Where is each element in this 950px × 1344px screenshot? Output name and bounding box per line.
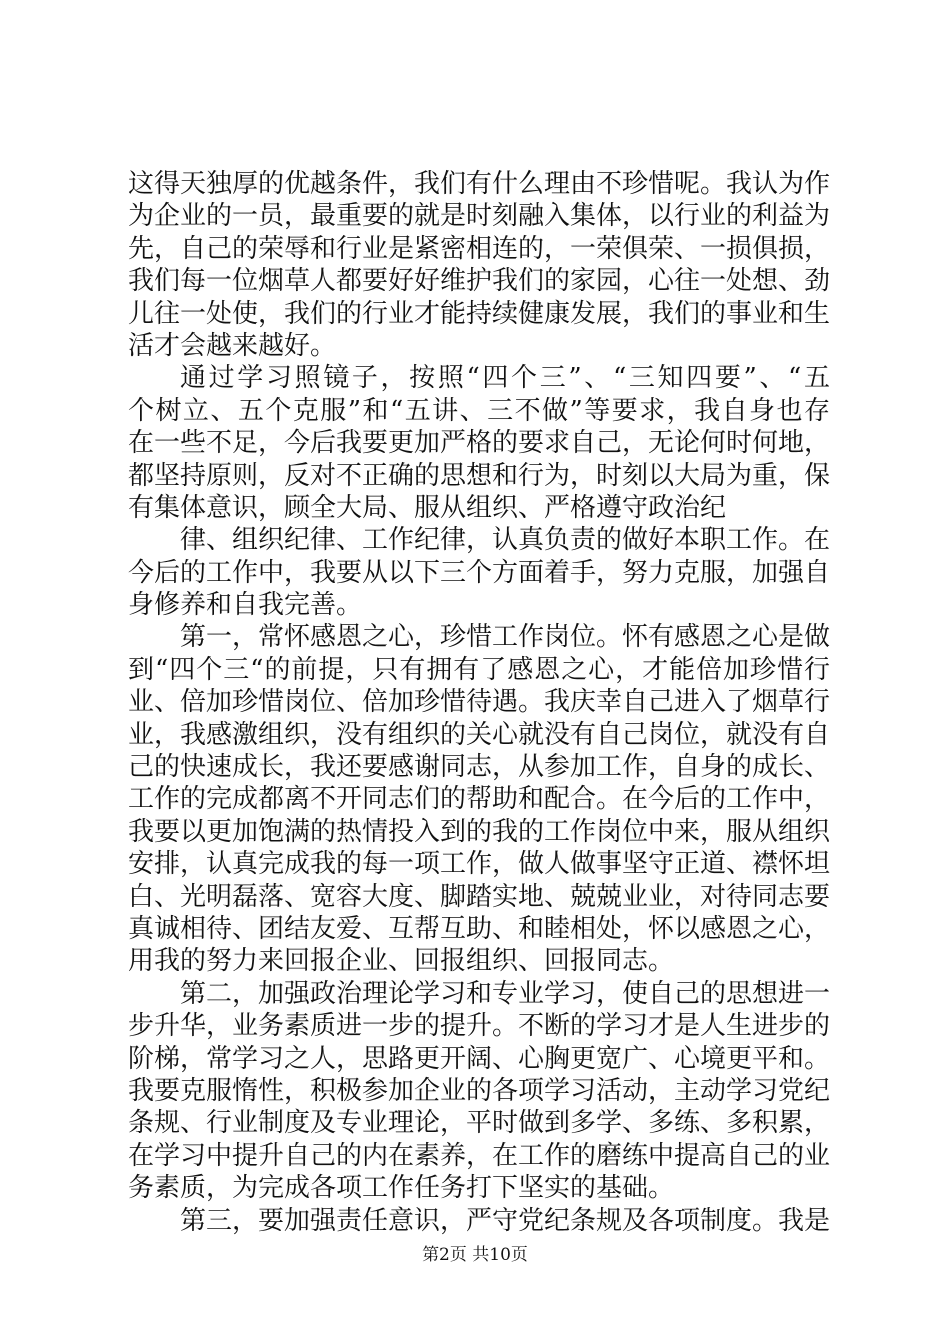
text-line: 先，自己的荣辱和行业是紧密相连的，一荣俱荣、一损俱损， — [128, 233, 830, 264]
page-number-footer: 第2页 共10页 — [422, 1245, 528, 1265]
text-line: 用我的努力来回报企业、回报组织、回报同志。 — [128, 946, 675, 977]
text-line: 今后的工作中，我要从以下三个方面着手，努力克服，加强自 — [128, 557, 830, 588]
text-line: 己的快速成长，我还要感谢同志，从参加工作，自身的成长、 — [128, 752, 830, 783]
text-line: 为企业的一员，最重要的就是时刻融入集体，以行业的利益为 — [128, 201, 830, 232]
text-line: 务素质，为完成各项工作任务打下坚实的基础。 — [128, 1173, 675, 1204]
document-body — [128, 168, 830, 1237]
text-line: 活才会越来越好。 — [128, 330, 337, 361]
text-line: 这得天独厚的优越条件，我们有什么理由不珍惜呢。我认为作 — [128, 169, 830, 199]
text-line: 在一些不足，今后我要更加严格的要求自己，无论何时何地， — [128, 428, 830, 459]
text-line: 真诚相待、团结友爱、互帮互助、和睦相处，怀以感恩之心， — [128, 913, 830, 944]
text-line: 个树立、五个克服”和“五讲、三不做”等要求，我自身也存 — [128, 395, 830, 426]
text-line: 都坚持原则，反对不正确的思想和行为，时刻以大局为重，保 — [128, 460, 830, 491]
text-line: 阶梯，常学习之人，思路更开阔、心胸更宽广、心境更平和。 — [128, 1043, 830, 1074]
text-line: 律、组织纪律、工作纪律，认真负责的做好本职工作。在 — [180, 525, 830, 556]
text-line: 到“四个三“的前提，只有拥有了感恩之心，才能倍加珍惜行 — [128, 654, 830, 685]
text-line: 业、倍加珍惜岗位、倍加珍惜待遇。我庆幸自己进入了烟草行 — [128, 687, 830, 718]
text-line: 身修养和自我完善。 — [128, 590, 363, 621]
text-line: 我要以更加饱满的热情投入到的我的工作岗位中来，服从组织 — [128, 816, 830, 847]
text-line: 条规、行业制度及专业理论，平时做到多学、多练、多积累， — [128, 1108, 830, 1139]
text-line: 步升华，业务素质进一步的提升。不断的学习才是人生进步的 — [128, 1011, 830, 1042]
text-line: 第一，常怀感恩之心，珍惜工作岗位。怀有感恩之心是做 — [180, 622, 830, 653]
text-line: 儿往一处使，我们的行业才能持续健康发展，我们的事业和生 — [128, 298, 830, 329]
text-line: 第二，加强政治理论学习和专业学习，使自己的思想进一 — [180, 978, 830, 1009]
text-line: 业，我感激组织，没有组织的关心就没有自己岗位，就没有自 — [128, 719, 830, 750]
text-line: 我要克服惰性，积极参加企业的各项学习活动，主动学习党纪 — [128, 1075, 830, 1106]
text-line: 工作的完成都离不开同志们的帮助和配合。在今后的工作中， — [128, 784, 830, 815]
text-line: 白、光明磊落、宽容大度、脚踏实地、兢兢业业，对待同志要 — [128, 881, 830, 912]
text-line: 第三，要加强责任意识，严守党纪条规及各项制度。我是 — [180, 1205, 830, 1236]
text-line: 安排，认真完成我的每一项工作，做人做事坚守正道、襟怀坦 — [128, 849, 830, 880]
text-line: 有集体意识，顾全大局、服从组织、严格遵守政治纪 — [128, 492, 727, 523]
text-line: 我们每一位烟草人都要好好维护我们的家园，心往一处想、劲 — [128, 266, 830, 297]
text-line: 通过学习照镜子，按照“四个三”、“三知四要”、“五 — [180, 363, 830, 394]
text-line: 在学习中提升自己的内在素养，在工作的磨练中提高自己的业 — [128, 1140, 830, 1171]
